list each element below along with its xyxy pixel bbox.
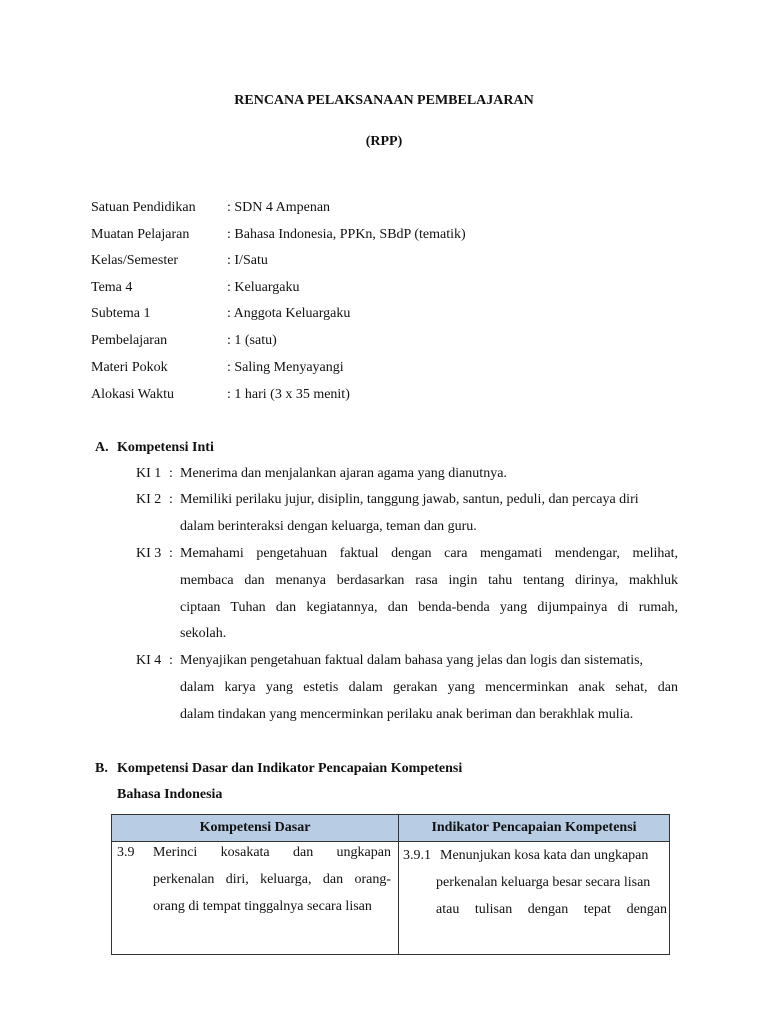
identity-value: : 1 (satu) xyxy=(227,333,277,348)
kd-text-line: orang di tempat tinggalnya secara lisan xyxy=(153,899,372,914)
section-letter: B. xyxy=(95,761,108,776)
identity-value: : Saling Menyayangi xyxy=(227,360,344,375)
ki-separator: : xyxy=(169,546,173,561)
kd-text-line: perkenalan diri, keluarga, dan orang- xyxy=(153,872,391,887)
identity-value: : I/Satu xyxy=(227,253,268,268)
table-header-kd: Kompetensi Dasar xyxy=(112,815,399,842)
section-title: Kompetensi Inti xyxy=(117,440,214,455)
ki-text-line: Menerima dan menjalankan ajaran agama yang dianutnya. xyxy=(180,466,507,481)
ki-code: KI 4 xyxy=(136,653,162,668)
ki-separator: : xyxy=(169,653,173,668)
ipk-number: 3.9.1 xyxy=(403,848,431,863)
identity-label: Kelas/Semester xyxy=(91,253,179,268)
section-letter: A. xyxy=(95,440,109,455)
document-title: RENCANA PELAKSANAAN PEMBELAJARAN xyxy=(234,93,534,108)
ki-text-line: Memahami pengetahuan faktual dengan cara mengamati mendengar, melihat, xyxy=(180,546,678,561)
ki-separator: : xyxy=(169,492,173,507)
identity-label: Satuan Pendidikan xyxy=(91,200,196,215)
ki-item xyxy=(136,653,678,728)
ki-text-line: sekolah. xyxy=(180,626,227,641)
ipk-text-line: perkenalan keluarga besar secara lisan xyxy=(436,875,651,890)
identity-value: : Bahasa Indonesia, PPKn, SBdP (tematik) xyxy=(227,227,466,242)
identity-value: : 1 hari (3 x 35 menit) xyxy=(227,387,350,402)
kd-number: 3.9 xyxy=(117,845,135,860)
identity-value: : Keluargaku xyxy=(227,280,300,295)
ki-text-line: Menyajikan pengetahuan faktual dalam bahasa yang jelas dan logis dan sistematis, xyxy=(180,653,644,668)
ki-code: KI 2 xyxy=(136,492,162,507)
ki-code: KI 3 xyxy=(136,546,162,561)
section-b-heading xyxy=(95,761,545,781)
ki-code: KI 1 xyxy=(136,466,162,481)
document-subtitle: (RPP) xyxy=(365,134,403,149)
kd-text-line: Merinci kosakata dan ungkapan xyxy=(153,845,391,860)
ki-text-line: membaca dan menanya berdasarkan rasa ingin tahu tentang dirinya, makhluk xyxy=(180,573,678,588)
kd-cell xyxy=(112,842,399,955)
section-a-heading xyxy=(95,440,395,460)
ki-item xyxy=(136,466,678,486)
ipk-text-line: Menunjukan kosa kata dan ungkapan xyxy=(440,848,649,863)
identity-value: : SDN 4 Ampenan xyxy=(227,200,331,215)
identity-label: Materi Pokok xyxy=(91,360,168,375)
kd-ipk-table xyxy=(111,814,670,955)
ki-text-line: dalam karya yang estetis dalam gerakan yang mencerminkan anak sehat, dan xyxy=(180,680,678,695)
identity-value: : Anggota Keluargaku xyxy=(227,306,351,321)
identity-label: Alokasi Waktu xyxy=(91,387,174,402)
ki-text-line: dalam berinteraksi dengan keluarga, teman dan guru. xyxy=(180,519,477,534)
identity-label: Muatan Pelajaran xyxy=(91,227,190,242)
ki-item xyxy=(136,492,678,540)
subject-heading: Bahasa Indonesia xyxy=(117,787,223,802)
ki-item xyxy=(136,546,678,646)
table-header-row xyxy=(112,815,670,842)
identity-label: Subtema 1 xyxy=(91,306,151,321)
identity-label: Pembelajaran xyxy=(91,333,168,348)
ki-text-line: ciptaan Tuhan dan kegiatannya, dan benda-benda yang dijumpainya di rumah, xyxy=(180,600,678,615)
ki-separator: : xyxy=(169,466,173,481)
table-row xyxy=(112,842,670,955)
ki-text-line: Memiliki perilaku jujur, disiplin, tanggung jawab, santun, peduli, dan percaya diri xyxy=(180,492,639,507)
table-header-ipk: Indikator Pencapaian Kompetensi xyxy=(399,815,670,842)
identity-label: Tema 4 xyxy=(91,280,133,295)
ipk-cell xyxy=(399,842,670,955)
ipk-text-line: atau tulisan dengan tepat dengan xyxy=(436,902,667,917)
ki-text-line: dalam tindakan yang mencerminkan perilaku anak beriman dan berakhlak mulia. xyxy=(180,707,634,722)
section-title: Kompetensi Dasar dan Indikator Pencapaian Kompetensi xyxy=(117,761,463,776)
